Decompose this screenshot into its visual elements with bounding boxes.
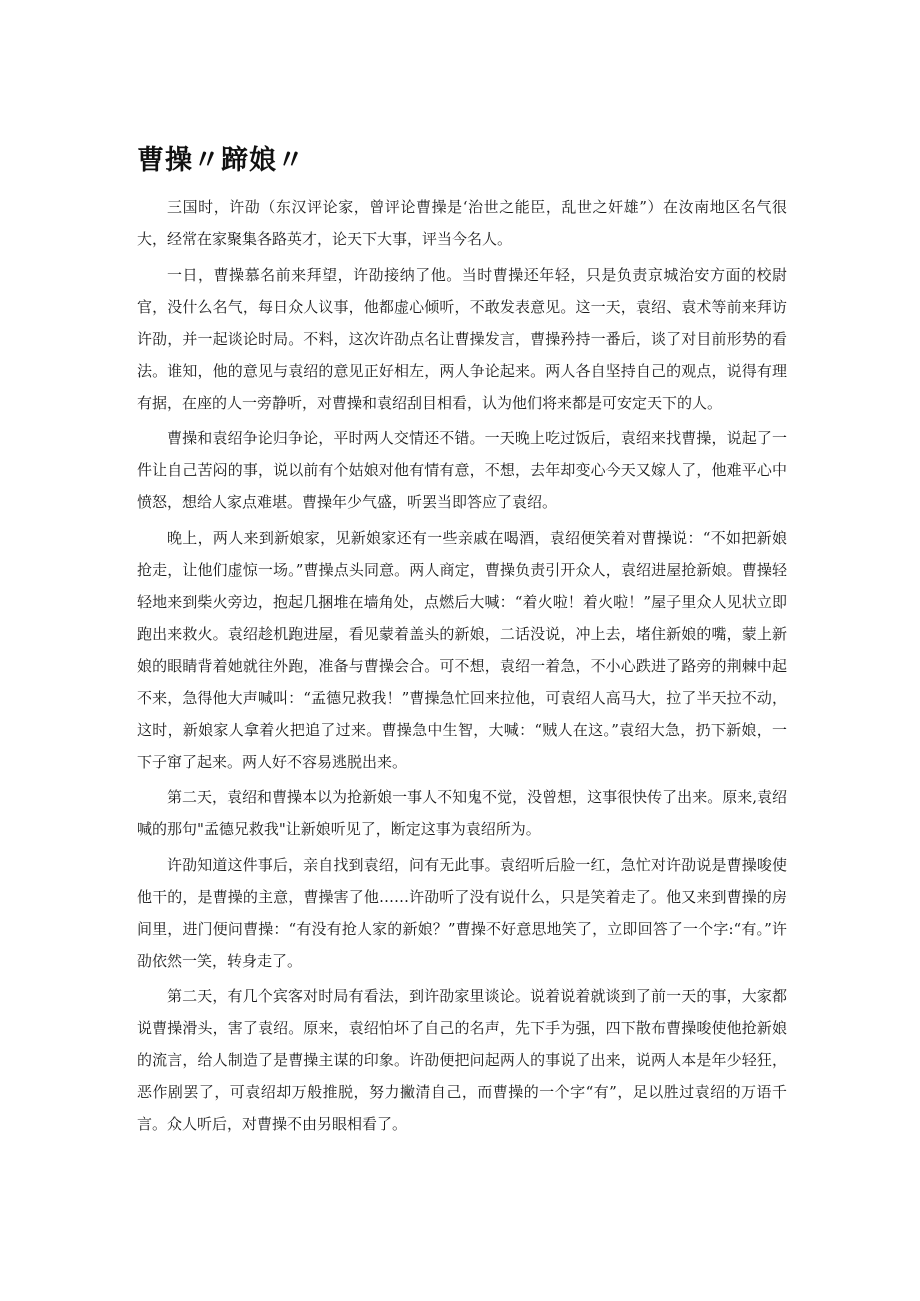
paragraph-3: 曹操和袁绍争论归争论，平时两人交情还不错。一天晚上吃过饭后，袁绍来找曹操，说起了一件让自己苦闷的事，说以前有个姑娘对他有情有意，不想，去年却变心今天又嫁人了，他难平心中愤怒，想给人家点难堪。曹操年少气盛，听罢当即答应了袁绍。: [137, 429, 787, 511]
article-title: 曹操〃蹄娘〃: [137, 145, 305, 176]
article-body: [137, 191, 787, 1144]
paragraph-2: 一日，曹操慕名前来拜望，许劭接纳了他。当时曹操还年轻，只是负责京城治安方面的校尉官，没什么名气，每日众人议事，他都虚心倾听，不敢发表意见。这一天，袁绍、袁术等前来拜访许劭，并一起谈论时局。不料，这次许劭点名让曹操发言，曹操矜持一番后，谈了对目前形势的看法。谁知，他的意见与袁绍的意见正好相左，两人争论起来。两人各自坚持自己的观点，说得有理有据，在座的人一旁静听，对曹操和袁绍刮目相看，认为他们将来都是可安定天下的人。: [137, 265, 787, 412]
paragraph-1: 三国时，许劭（东汉评论家，曾评论曹操是‘治世之能臣，乱世之奸雄”）在汝南地区名气很大，经常在家聚集各路英才，论天下大事，评当今名人。: [137, 198, 787, 248]
paragraph-4: 晚上，两人来到新娘家，见新娘家还有一些亲戚在喝酒，袁绍便笑着对曹操说：“不如把新娘抢走，让他们虚惊一场。”曹操点头同意。两人商定，曹操负责引开众人，袁绍进屋抢新娘。曹操轻轻地来到柴火旁边，抱起几捆堆在墙角处，点燃后大喊：“着火啦！着火啦！”屋子里众人见状立即跑出来救火。袁绍趁机跑进屋，看见蒙着盖头的新娘，二话没说，冲上去，堵住新娘的嘴，蒙上新娘的眼睛背着她就往外跑，准备与曹操会合。可不想，袁绍一着急，不小心跌进了路旁的荆棘中起不来，急得他大声喊叫：“孟德兄救我！”曹操急忙回来拉他，可袁绍人高马大，拉了半天拉不动，这时，新娘家人拿着火把追了过来。曹操急中生智，大喊：“贼人在这。”袁绍大急，扔下新娘，一下子窜了起来。两人好不容易逃脱出来。: [137, 528, 787, 771]
paragraph-6: 许劭知道这件事后，亲自找到袁绍，问有无此事。袁绍听后脸一红，急忙对许劭说是曹操唆使他干的，是曹操的主意，曹操害了他……许劭听了没有说什么，只是笑着走了。他又来到曹操的房间里，进门便问曹操：“有没有抢人家的新娘？”曹操不好意思地笑了，立即回答了一个字:“有。”许劭依然一笑，转身走了。: [137, 855, 787, 970]
paragraph-7: 第二天，有几个宾客对时局有看法，到许劭家里谈论。说着说着就谈到了前一天的事，大家都说曹操滑头，害了袁绍。原来，袁绍怕坏了自己的名声，先下手为强，四下散布曹操唆使他抢新娘的流言，给人制造了是曹操主谋的印象。许劭便把问起两人的事说了出来，说两人本是年少轻狂，恶作剧罢了，可袁绍却万般推脱，努力撇清自己，而曹操的一个字“有”，足以胜过袁绍的万语千言。众人听后，对曹操不由另眼相看了。: [137, 987, 787, 1133]
paragraph-5: 第二天，袁绍和曹操本以为抢新娘一事人不知鬼不觉，没曾想，这事很快传了出来。原来,袁绍喊的那句"孟德兄救我"让新娘听见了，断定这事为袁绍所为。: [137, 788, 787, 838]
